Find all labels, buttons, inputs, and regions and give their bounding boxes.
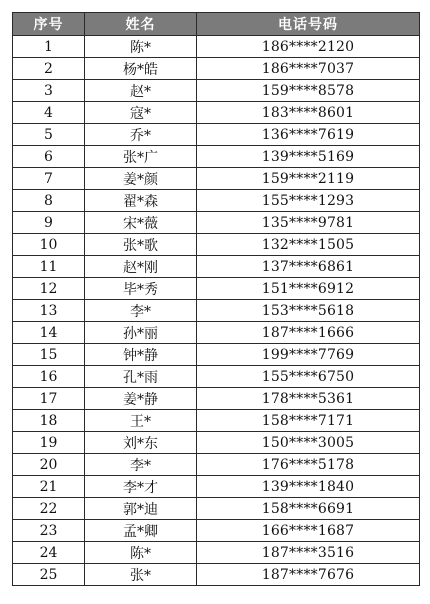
phone-cell: 155****6750: [197, 366, 420, 388]
name-cell: 姜*颜: [85, 168, 197, 190]
seq-cell: 5: [13, 124, 85, 146]
phone-cell: 139****1840: [197, 476, 420, 498]
phone-cell: 150****3005: [197, 432, 420, 454]
seq-cell: 19: [13, 432, 85, 454]
phone-cell: 176****5178: [197, 454, 420, 476]
table-body: [13, 36, 420, 586]
name-cell: 赵*刚: [85, 256, 197, 278]
table-row: [13, 476, 420, 498]
table-row: [13, 190, 420, 212]
table-row: [13, 168, 420, 190]
table-row: [13, 36, 420, 58]
seq-cell: 2: [13, 58, 85, 80]
seq-cell: 1: [13, 36, 85, 58]
table-row: [13, 58, 420, 80]
header-row: [13, 13, 420, 36]
table-row: [13, 300, 420, 322]
table-row: [13, 322, 420, 344]
table-row: [13, 234, 420, 256]
seq-cell: 15: [13, 344, 85, 366]
phone-cell: 158****7171: [197, 410, 420, 432]
seq-cell: 21: [13, 476, 85, 498]
name-cell: 寇*: [85, 102, 197, 124]
header-name: 姓名: [85, 13, 197, 36]
seq-cell: 4: [13, 102, 85, 124]
seq-cell: 6: [13, 146, 85, 168]
phone-cell: 187****3516: [197, 542, 420, 564]
table-row: [13, 564, 420, 586]
table-row: [13, 542, 420, 564]
name-cell: 李*: [85, 300, 197, 322]
contact-table: [12, 12, 420, 586]
seq-cell: 9: [13, 212, 85, 234]
table-row: [13, 410, 420, 432]
table-row: [13, 80, 420, 102]
seq-cell: 16: [13, 366, 85, 388]
seq-cell: 17: [13, 388, 85, 410]
name-cell: 陈*: [85, 542, 197, 564]
table-row: [13, 520, 420, 542]
seq-cell: 25: [13, 564, 85, 586]
seq-cell: 8: [13, 190, 85, 212]
name-cell: 张*: [85, 564, 197, 586]
phone-cell: 136****7619: [197, 124, 420, 146]
table-row: [13, 102, 420, 124]
name-cell: 李*: [85, 454, 197, 476]
table-row: [13, 388, 420, 410]
seq-cell: 20: [13, 454, 85, 476]
phone-cell: 158****6691: [197, 498, 420, 520]
name-cell: 张*歌: [85, 234, 197, 256]
phone-cell: 178****5361: [197, 388, 420, 410]
name-cell: 李*才: [85, 476, 197, 498]
phone-cell: 183****8601: [197, 102, 420, 124]
name-cell: 姜*静: [85, 388, 197, 410]
phone-cell: 186****2120: [197, 36, 420, 58]
name-cell: 刘*东: [85, 432, 197, 454]
seq-cell: 10: [13, 234, 85, 256]
phone-cell: 153****5618: [197, 300, 420, 322]
phone-cell: 187****1666: [197, 322, 420, 344]
seq-cell: 13: [13, 300, 85, 322]
phone-cell: 135****9781: [197, 212, 420, 234]
seq-cell: 22: [13, 498, 85, 520]
table-row: [13, 146, 420, 168]
phone-cell: 139****5169: [197, 146, 420, 168]
phone-cell: 151****6912: [197, 278, 420, 300]
seq-cell: 11: [13, 256, 85, 278]
seq-cell: 24: [13, 542, 85, 564]
seq-cell: 18: [13, 410, 85, 432]
name-cell: 翟*森: [85, 190, 197, 212]
phone-cell: 159****2119: [197, 168, 420, 190]
table-row: [13, 256, 420, 278]
phone-cell: 187****7676: [197, 564, 420, 586]
phone-cell: 186****7037: [197, 58, 420, 80]
phone-cell: 199****7769: [197, 344, 420, 366]
table-row: [13, 212, 420, 234]
name-cell: 王*: [85, 410, 197, 432]
phone-cell: 166****1687: [197, 520, 420, 542]
phone-cell: 137****6861: [197, 256, 420, 278]
name-cell: 孟*卿: [85, 520, 197, 542]
table-row: [13, 498, 420, 520]
seq-cell: 7: [13, 168, 85, 190]
header-phone: 电话号码: [197, 13, 420, 36]
table-row: [13, 366, 420, 388]
table-row: [13, 344, 420, 366]
name-cell: 钟*静: [85, 344, 197, 366]
seq-cell: 14: [13, 322, 85, 344]
header-seq: 序号: [13, 13, 85, 36]
seq-cell: 23: [13, 520, 85, 542]
name-cell: 宋*薇: [85, 212, 197, 234]
phone-cell: 132****1505: [197, 234, 420, 256]
table-row: [13, 454, 420, 476]
name-cell: 张*广: [85, 146, 197, 168]
seq-cell: 3: [13, 80, 85, 102]
phone-cell: 159****8578: [197, 80, 420, 102]
name-cell: 杨*皓: [85, 58, 197, 80]
table-row: [13, 432, 420, 454]
name-cell: 乔*: [85, 124, 197, 146]
name-cell: 郭*迪: [85, 498, 197, 520]
name-cell: 孙*丽: [85, 322, 197, 344]
table-row: [13, 124, 420, 146]
name-cell: 孔*雨: [85, 366, 197, 388]
name-cell: 赵*: [85, 80, 197, 102]
name-cell: 陈*: [85, 36, 197, 58]
table-row: [13, 278, 420, 300]
name-cell: 毕*秀: [85, 278, 197, 300]
seq-cell: 12: [13, 278, 85, 300]
phone-cell: 155****1293: [197, 190, 420, 212]
